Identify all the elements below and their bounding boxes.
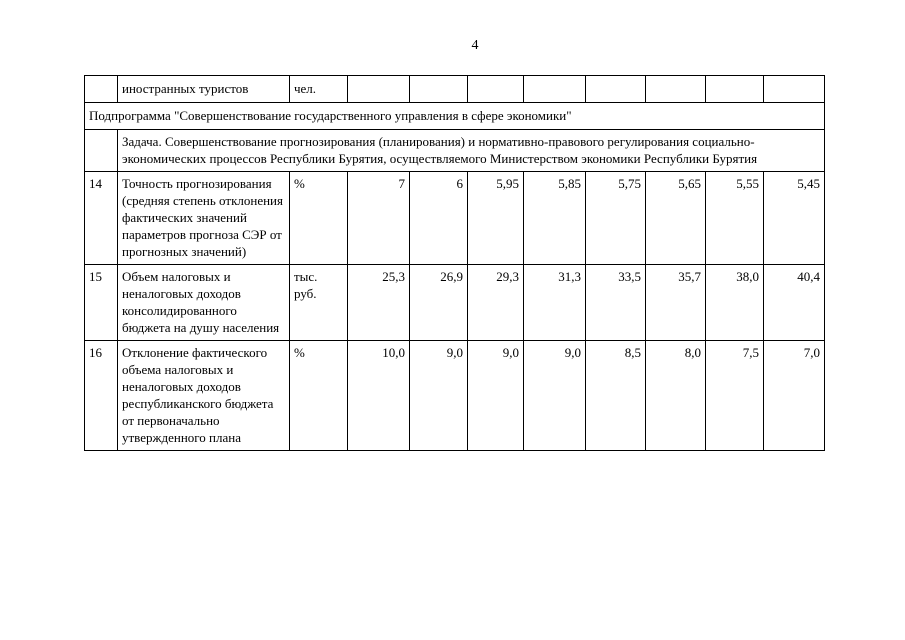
indicator-value: 31,3 [524,265,586,341]
indicator-name: Отклонение фактического объема налоговых и неналоговых доходов республиканского бюджета от первоначально утвержденного плана [118,341,290,451]
indicator-value: 7 [348,172,410,265]
indicator-value: 38,0 [706,265,764,341]
indicator-unit: тыс. руб. [290,265,348,341]
indicator-value: 5,95 [468,172,524,265]
indicator-unit: чел. [290,76,348,103]
table-row-tourists [85,76,825,103]
indicator-value: 10,0 [348,341,410,451]
table-row-indicator-15 [85,265,825,341]
indicator-value: 35,7 [646,265,706,341]
table-cell-value [410,76,468,103]
indicator-value: 40,4 [764,265,825,341]
table-cell-value [646,76,706,103]
indicator-value: 5,85 [524,172,586,265]
table-cell-value [524,76,586,103]
indicator-number: 14 [85,172,118,265]
indicator-value: 6 [410,172,468,265]
indicator-unit: % [290,172,348,265]
table-row-task [85,130,825,172]
table-row-indicator-14 [85,172,825,265]
indicator-value: 5,65 [646,172,706,265]
table-cell-value [586,76,646,103]
table-cell-no [85,130,118,172]
indicator-value: 7,0 [764,341,825,451]
indicator-value: 29,3 [468,265,524,341]
table-cell-value [468,76,524,103]
indicator-value: 5,75 [586,172,646,265]
indicator-value: 8,5 [586,341,646,451]
indicator-value: 5,55 [706,172,764,265]
indicator-value: 9,0 [468,341,524,451]
task-text: Задача. Совершенствование прогнозирования (планирования) и нормативно-правового регулирования социально-экономических процессов Республики Бурятия, осуществляемого Министерством экономики Республики Бурятия [118,130,825,172]
subprogram-title: Подпрограмма "Совершенствование государственного управления в сфере экономики" [85,103,825,130]
page-number: 4 [471,38,479,53]
indicator-number: 15 [85,265,118,341]
table-cell-value [764,76,825,103]
indicator-value: 26,9 [410,265,468,341]
indicators-table [84,75,825,451]
table-row-subprogram [85,103,825,130]
indicator-name: Объем налоговых и неналоговых доходов консолидированного бюджета на душу населения [118,265,290,341]
indicator-value: 8,0 [646,341,706,451]
indicator-value: 9,0 [524,341,586,451]
indicator-value: 25,3 [348,265,410,341]
table-cell-no [85,76,118,103]
indicator-name: Точность прогнозирования (средняя степень отклонения фактических значений параметров прогноза СЭР от прогнозных значений) [118,172,290,265]
table-cell-value [706,76,764,103]
indicator-value: 33,5 [586,265,646,341]
indicator-name: иностранных туристов [118,76,290,103]
indicator-unit: % [290,341,348,451]
indicator-number: 16 [85,341,118,451]
table-row-indicator-16 [85,341,825,451]
indicator-value: 9,0 [410,341,468,451]
table-cell-value [348,76,410,103]
indicator-value: 5,45 [764,172,825,265]
indicator-value: 7,5 [706,341,764,451]
